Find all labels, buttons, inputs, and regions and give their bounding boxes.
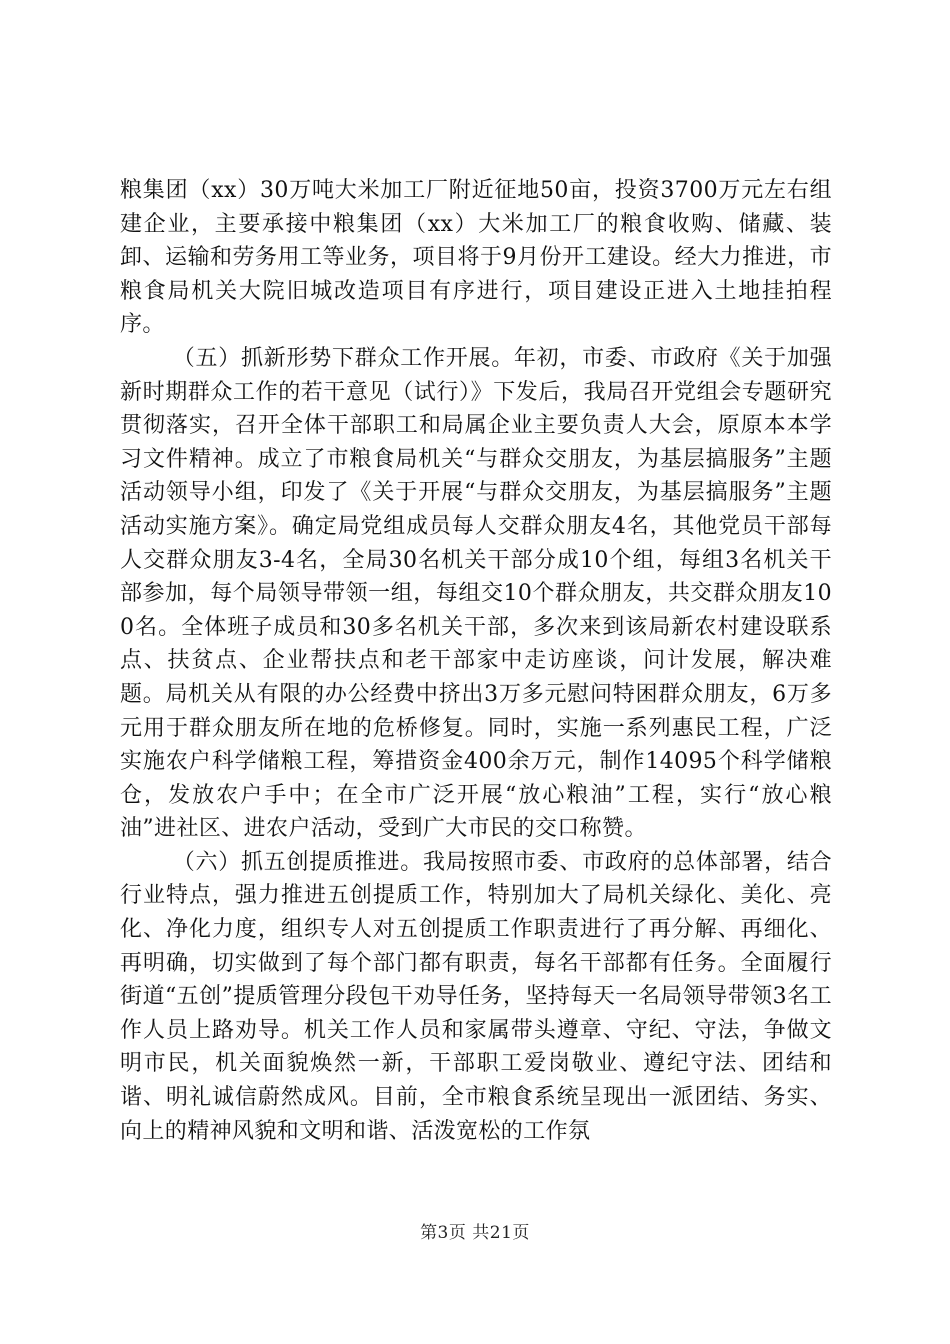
paragraph-section-six: （六）抓五创提质推进。我局按照市委、市政府的总体部署，结合行业特点，强力推进五创提质工作，特别加大了局机关绿化、美化、亮化、净化力度，组织专人对五创提质工作职责进行了再分解、再细化、再明确，切实做到了每个部门都有职责，每名干部都有任务。全面履行街道“五创”提质管理分段包干劝导任务，坚持每天一名局领导带领3名工作人员上路劝导。机关工作人员和家属带头遵章、守纪、守法，争做文明市民，机关面貌焕然一新，干部职工爱岗敬业、遵纪守法、团结和谐、明礼诚信蔚然成风。目前，全市粮食系统呈现出一派团结、务实、向上的精神风貌和文明和谐、活泼宽松的工作氛 [120, 849, 832, 1144]
paragraph-section-five: （五）抓新形势下群众工作开展。年初，市委、市政府《关于加强新时期群众工作的若干意见（试行）》下发后，我局召开党组会专题研究贯彻落实，召开全体干部职工和局属企业主要负责人大会，原原本本学习文件精神。成立了市粮食局机关“与群众交朋友，为基层搞服务”主题活动领导小组，印发了《关于开展“与群众交朋友，为基层搞服务”主题活动实施方案》。确定局党组成员每人交群众朋友4名，其他党员干部每人交群众朋友3-4名，全局30名机关干部分成10个组，每组3名机关干部参加，每个局领导带领一组，每组交10个群众朋友，共交群众朋友100名。全体班子成员和30多名机关干部，多次来到该局新农村建设联系点、扶贫点、企业帮扶点和老干部家中走访座谈，问计发展，解决难题。局机关从有限的办公经费中挤出3万多元慰问特困群众朋友，6万多元用于群众朋友所在地的危桥修复。同时，实施一系列惠民工程，广泛实施农户科学储粮工程，筹措资金400余万元，制作14095个科学储粮仓，发放农户手中；在全市广泛开展“放心粮油”工程，实行“放心粮油”进社区、进农户活动，受到广大市民的交口称赞。 [120, 345, 832, 842]
body-text [120, 174, 832, 1148]
page-footer: 第3页 共21页 [420, 1223, 530, 1243]
paragraph-continued: 粮集团（xx）30万吨大米加工厂附近征地50亩，投资3700万元左右组建企业，主要承接中粮集团（xx）大米加工厂的粮食收购、储藏、装卸、运输和劳务用工等业务，项目将于9月份开工建设。经大力推进，市粮食局机关大院旧城改造项目有序进行，项目建设正进入土地挂拍程序。 [120, 178, 832, 338]
